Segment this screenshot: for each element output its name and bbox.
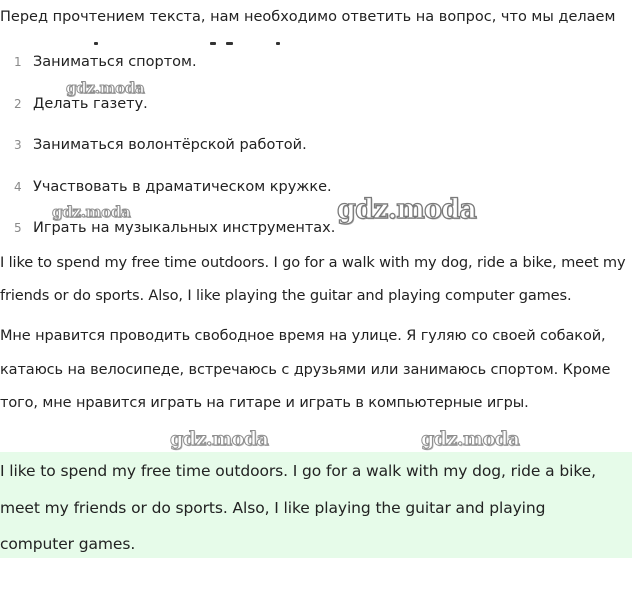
list-item-number: 2 [14, 97, 22, 111]
watermark: gdz.moda [337, 194, 477, 225]
intro-text: Перед прочтением текста, нам необходимо ответить на вопрос, что мы делаем [0, 9, 616, 25]
list-item [0, 50, 632, 74]
list-item-text: Участвовать в драматическом кружке. [33, 179, 332, 195]
list-item [0, 216, 632, 240]
watermark: gdz.moda [170, 428, 269, 450]
watermark: gdz.moda [421, 428, 520, 450]
english-paragraph: I like to spend my free time outdoors. I go for a walk with my dog, ride a bike, meet my friends or do sports. Also, I like playing the guitar and playing computer games. [0, 254, 626, 304]
answer-text: I like to spend my free time outdoors. I go for a walk with my dog, ride a bike, meet my friends or do sports. Also, I like playing the guitar and playing computer games. [0, 462, 596, 553]
list-item-number: 5 [14, 221, 22, 235]
list-item-number: 1 [14, 55, 22, 69]
list-item-text: Делать газету. [33, 96, 148, 112]
list-item-text: Играть на музыкальных инструментах. [33, 220, 336, 236]
watermark: gdz.moda [52, 203, 131, 221]
watermark: gdz.moda [66, 79, 145, 97]
list-item [0, 92, 632, 116]
list-item-number: 3 [14, 138, 22, 152]
list-item [0, 175, 632, 199]
list-item-text: Заниматься спортом. [33, 54, 197, 70]
list-item [0, 133, 632, 157]
answer-block [0, 452, 632, 558]
list-item-text: Заниматься волонтёрской работой. [33, 137, 307, 153]
list-item-number: 4 [14, 180, 22, 194]
russian-paragraph: Мне нравится проводить свободное время на улице. Я гуляю со своей собакой, катаюсь на велосипеде, встречаюсь с друзьями или занимаюсь спортом. Кроме того, мне нравится играть на гитаре и играть в компьютерные игры. [0, 328, 611, 411]
cropped-text-line [0, 34, 632, 46]
